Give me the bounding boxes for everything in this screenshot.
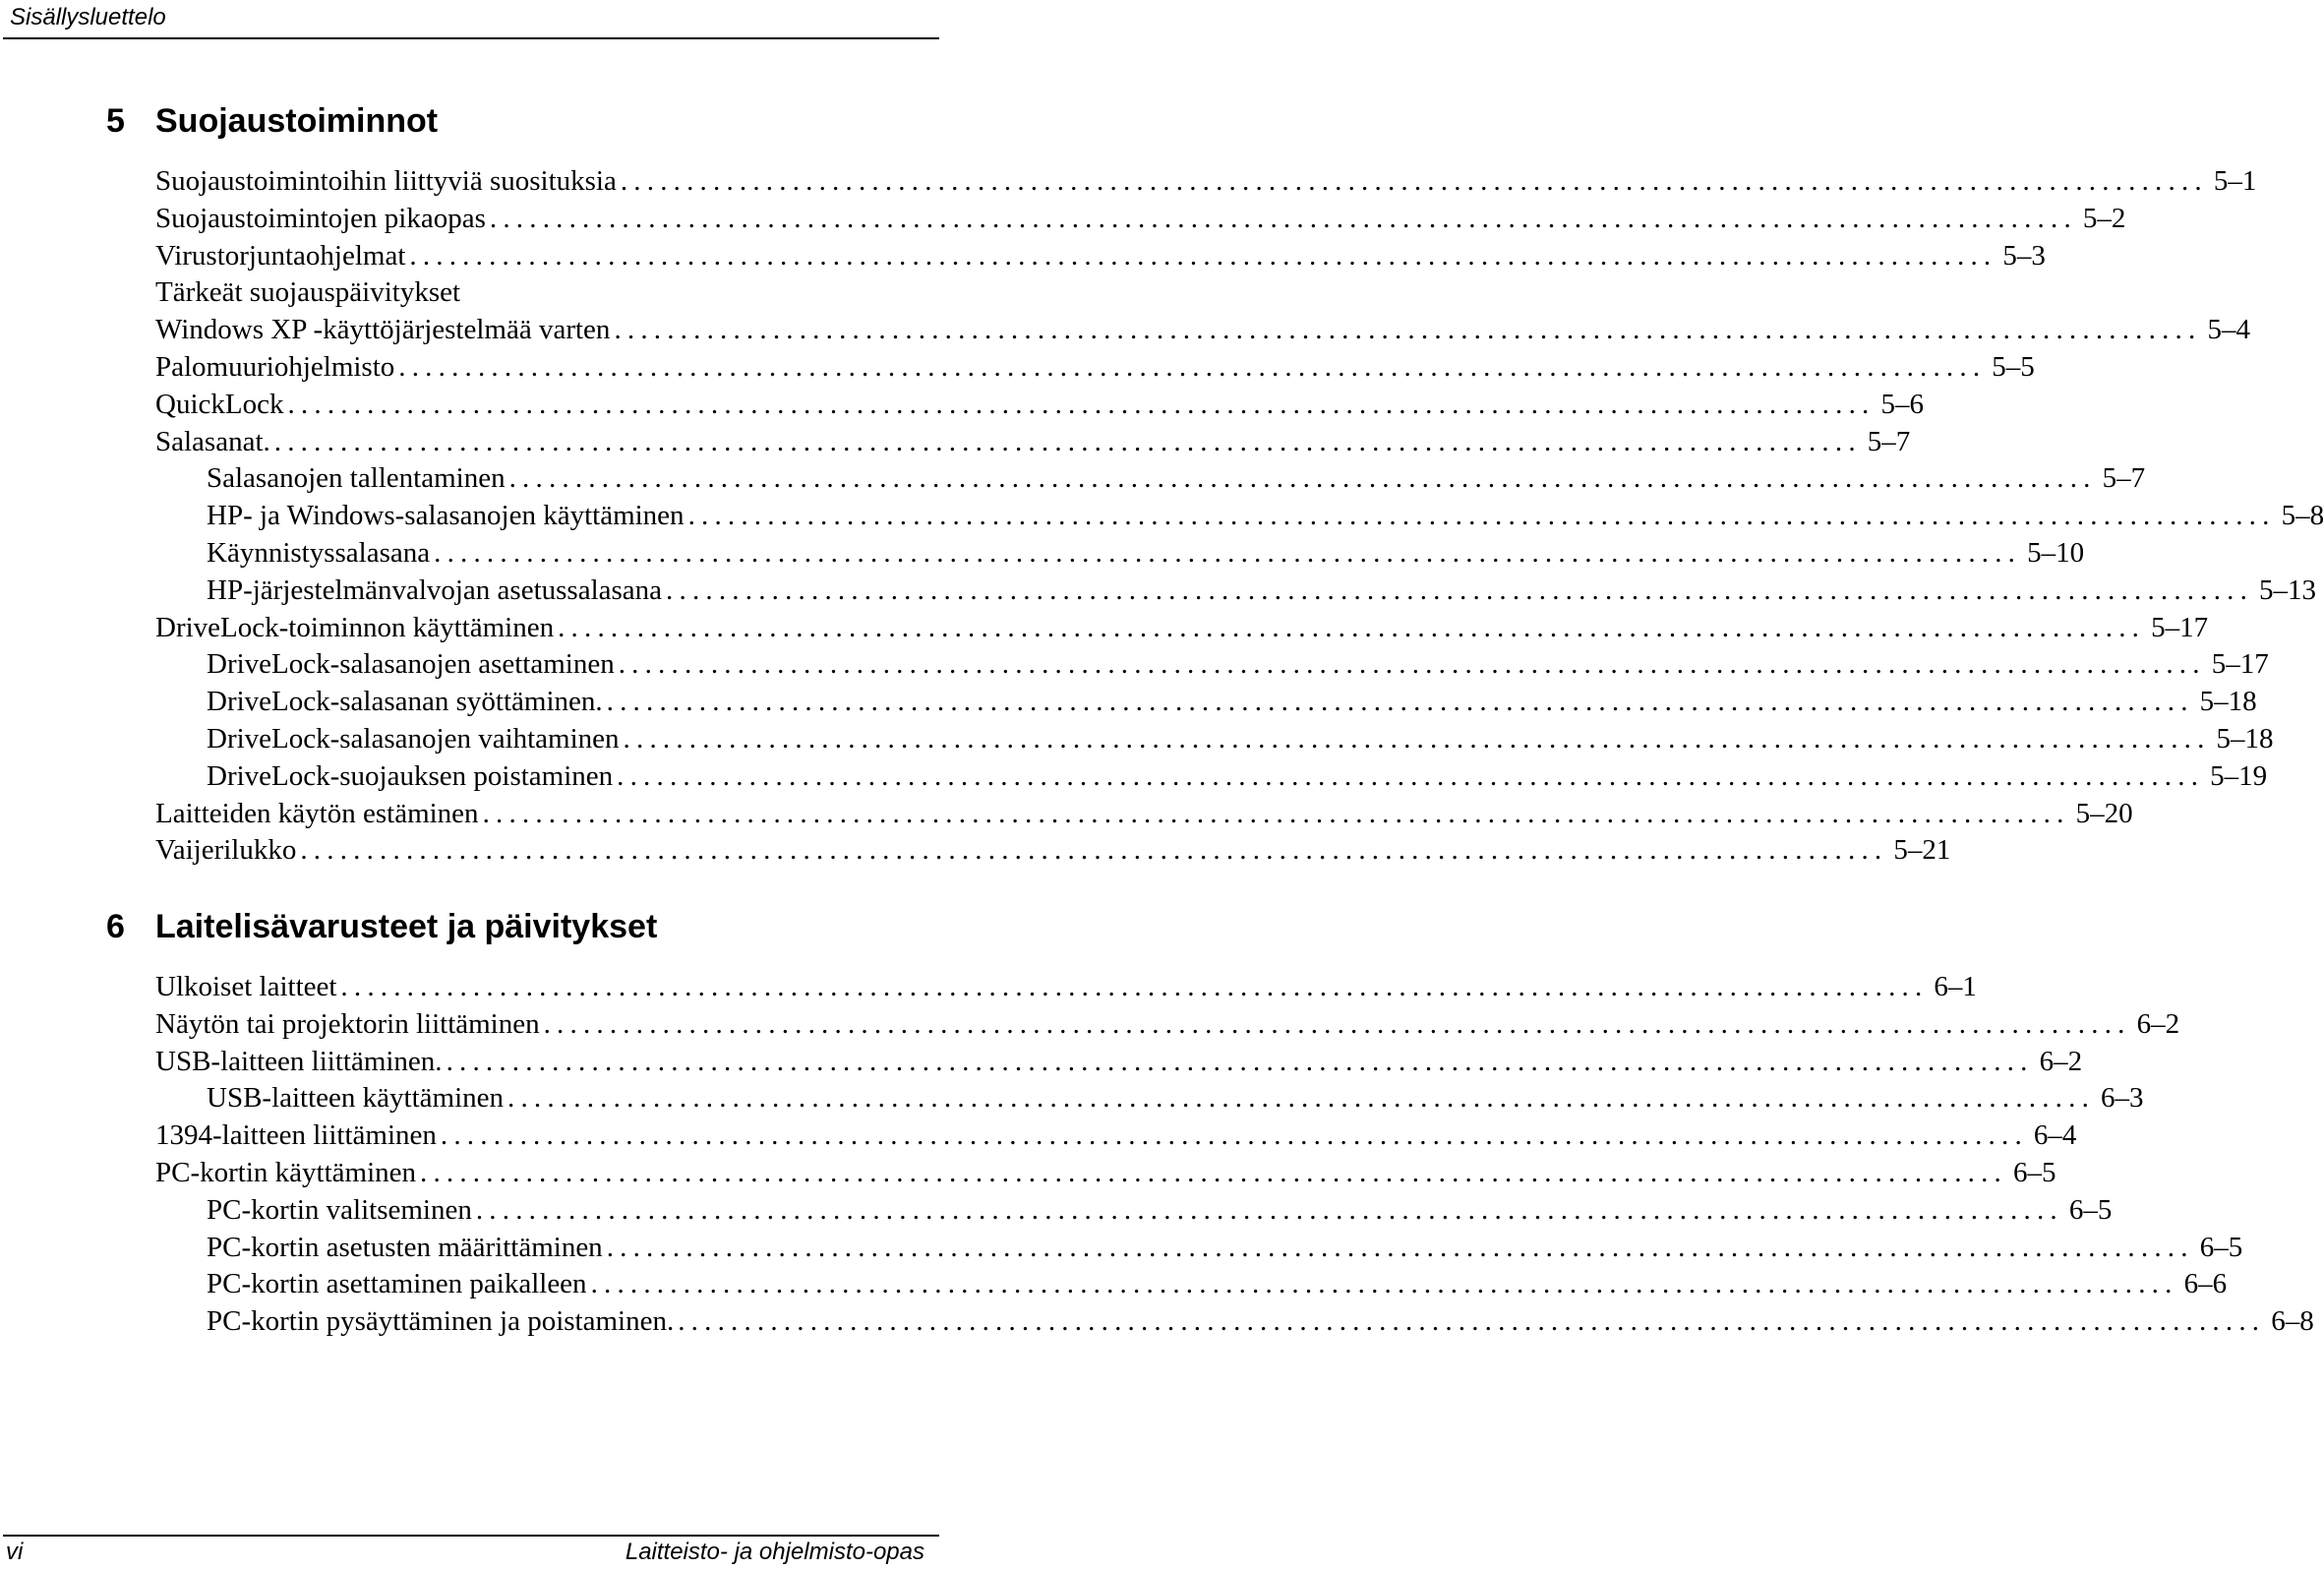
chapter-number: 5: [106, 102, 125, 140]
dot-leader: ........................................................................................................................: [558, 611, 2146, 643]
toc-entry-page: 5–8: [2281, 500, 2324, 532]
dot-leader: ........................................................................................................................: [475, 1193, 2063, 1226]
toc-list-chapter-6: [0, 969, 2314, 1341]
toc-entry-label: PC-kortin asettaminen paikalleen: [207, 1268, 587, 1300]
toc-entry[interactable]: [0, 274, 924, 312]
running-header-title: Sisällysluettelo: [10, 4, 166, 30]
toc-entry-label: Palomuuriohjelmisto: [155, 350, 395, 383]
dot-leader: ........................................................................................................................: [507, 1082, 2096, 1115]
toc-entry-label: Suojaustoimintojen pikaopas: [155, 202, 486, 234]
toc-entry-label: DriveLock-salasanojen vaihtaminen: [207, 722, 620, 755]
toc-entry-label: Näytön tai projektorin liittäminen: [155, 1007, 540, 1040]
toc-entry-label: Suojaustoimintoihin liittyviä suosituksia: [155, 165, 617, 197]
dot-leader: ........................................................................................................................: [618, 648, 2206, 681]
toc-entry-page: 6–5: [2199, 1231, 2243, 1263]
header-rule: [3, 37, 939, 39]
toc-entry[interactable]: [0, 1155, 2056, 1192]
toc-entry-label: Käynnistyssalasana: [207, 536, 431, 569]
toc-entry[interactable]: [0, 201, 2126, 238]
dot-leader: ........................................................................................................................: [398, 350, 1987, 383]
dot-leader: ........................................................................................................................: [590, 1268, 2178, 1300]
toc-entry[interactable]: [0, 498, 2324, 535]
toc-entry-label: QuickLock: [155, 388, 284, 420]
toc-entry-label: PC-kortin valitseminen: [207, 1193, 472, 1226]
toc-entry-page: 5–20: [2075, 797, 2133, 829]
toc-entry-label: HP- ja Windows-salasanojen käyttäminen: [207, 500, 685, 532]
dot-leader: ........................................................................................................................: [614, 314, 2202, 346]
toc-entry-label: PC-kortin pysäyttäminen ja poistaminen.: [207, 1305, 675, 1338]
toc-entry-label: HP-järjestelmänvalvojan asetussalasana: [207, 574, 663, 606]
toc-entry[interactable]: [0, 721, 2274, 758]
toc-entry[interactable]: [0, 832, 1951, 870]
toc-entry[interactable]: [0, 684, 2257, 721]
toc-entry[interactable]: [0, 312, 2250, 349]
toc-entry[interactable]: [0, 610, 2209, 647]
toc-entry[interactable]: [0, 1266, 2228, 1303]
toc-entry[interactable]: [0, 1080, 2144, 1117]
toc-entry-label: Vaijerilukko: [155, 834, 297, 867]
toc-entry-label: DriveLock-suojauksen poistaminen: [207, 759, 614, 792]
dot-leader: ........................................................................................................................: [606, 1231, 2194, 1263]
toc-entry[interactable]: [0, 796, 2133, 833]
toc-entry-label: Salasanat.: [155, 425, 270, 457]
dot-leader: ........................................................................................................................: [446, 1045, 2034, 1077]
toc-entry[interactable]: [0, 1044, 2083, 1081]
chapter-title: Laitelisävarusteet ja päivitykset: [155, 908, 658, 945]
toc-entry[interactable]: [0, 646, 2269, 684]
toc-entry-page: 5–19: [2210, 759, 2268, 792]
dot-leader: ........................................................................................................................: [489, 202, 2077, 234]
toc-entry[interactable]: [0, 460, 2146, 498]
toc-list-chapter-5: [0, 163, 2324, 870]
toc-entry-page: 6–2: [2136, 1007, 2180, 1040]
toc-entry[interactable]: [0, 758, 2268, 796]
toc-entry-page: 5–13: [2259, 574, 2317, 606]
toc-entry-label: USB-laitteen liittäminen.: [155, 1045, 443, 1077]
toc-entry-label: DriveLock-salasanan syöttäminen.: [207, 686, 603, 718]
toc-entry[interactable]: [0, 424, 1911, 461]
toc-entry-page: 5–10: [2027, 536, 2085, 569]
toc-entry-label: USB-laitteen käyttäminen: [207, 1082, 505, 1115]
dot-leader: ........................................................................................................................: [434, 536, 2022, 569]
dot-leader: ........................................................................................................................: [617, 759, 2205, 792]
dot-leader: ........................................................................................................................: [300, 834, 1888, 867]
toc-entry-label: 1394-laitteen liittäminen: [155, 1119, 437, 1152]
toc-entry-page: 5–6: [1880, 388, 1924, 420]
toc-entry-label: Ulkoiset laitteet: [155, 971, 337, 1002]
toc-entry-page: 6–1: [1934, 971, 1977, 1002]
dot-leader: ........................................................................................................................: [687, 500, 2276, 532]
toc-entry-page: 5–17: [2211, 648, 2269, 681]
toc-entry-page: 5–1: [2213, 165, 2257, 197]
footer-book-title: Laitteisto- ja ohjelmisto-opas: [625, 1539, 924, 1565]
dot-leader: ........................................................................................................................: [409, 239, 1997, 272]
dot-leader: ........................................................................................................................: [482, 797, 2070, 829]
dot-leader: ........................................................................................................................: [620, 165, 2208, 197]
toc-entry[interactable]: [0, 387, 1924, 424]
toc-entry-label: PC-kortin asetusten määrittäminen: [207, 1231, 603, 1263]
toc-entry-label: DriveLock-salasanojen asettaminen: [207, 648, 615, 681]
toc-entry[interactable]: [0, 238, 2046, 275]
chapter-heading-5[interactable]: [106, 101, 924, 141]
toc-entry-label: Laitteiden käytön estäminen: [155, 797, 479, 829]
toc-entry[interactable]: [0, 535, 2085, 573]
toc-entry-page: 5–4: [2207, 314, 2250, 346]
toc-entry-page: 6–3: [2101, 1082, 2144, 1115]
toc-entry-label: PC-kortin käyttäminen: [155, 1156, 416, 1188]
dot-leader: ........................................................................................................................: [606, 686, 2194, 718]
toc-entry-label: DriveLock-toiminnon käyttäminen: [155, 611, 555, 643]
footer-page-number: vi: [6, 1539, 24, 1565]
toc-entry-label: Windows XP -käyttöjärjestelmää varten: [155, 314, 611, 346]
toc-entry-page: 5–21: [1893, 834, 1951, 867]
dot-leader: ........................................................................................................................: [678, 1305, 2266, 1338]
toc-entry-label: Tärkeät suojauspäivitykset: [155, 276, 461, 309]
chapter-heading-6[interactable]: [106, 907, 924, 946]
chapter-title: Suojaustoiminnot: [155, 102, 439, 140]
toc-entry-page: 5–18: [2216, 722, 2274, 755]
toc-entry-page: 5–7: [1867, 425, 1911, 457]
toc-entry-page: 5–3: [2002, 239, 2046, 272]
dot-leader: ........................................................................................................................: [273, 425, 1862, 457]
toc-entry[interactable]: [0, 969, 1977, 1006]
toc-entry-page: 5–18: [2199, 686, 2257, 718]
dot-leader: ........................................................................................................................: [420, 1156, 2007, 1188]
toc-entry[interactable]: [0, 349, 2035, 387]
toc-entry[interactable]: [0, 1230, 2243, 1267]
dot-leader: ........................................................................................................................: [440, 1119, 2028, 1152]
toc-entry-page: 6–8: [2271, 1305, 2314, 1338]
dot-leader: ........................................................................................................................: [287, 388, 1876, 420]
dot-leader: ........................................................................................................................: [666, 574, 2254, 606]
dot-leader: ........................................................................................................................: [340, 971, 1929, 1002]
toc-entry-page: 6–2: [2039, 1045, 2083, 1077]
toc-entry-page: 5–2: [2082, 202, 2126, 234]
toc-entry[interactable]: [0, 1303, 2314, 1341]
toc-entry-page: 5–7: [2102, 462, 2146, 495]
toc-entry-page: 6–5: [2013, 1156, 2056, 1188]
toc-entry[interactable]: [0, 163, 2257, 201]
toc-entry-page: 6–6: [2183, 1268, 2228, 1300]
toc-entry[interactable]: [0, 1192, 2113, 1230]
chapter-number: 6: [106, 908, 125, 945]
dot-leader: ........................................................................................................................: [543, 1007, 2131, 1040]
toc-entry-label: Salasanojen tallentaminen: [207, 462, 506, 495]
toc-entry-page: 5–5: [1992, 350, 2035, 383]
toc-entry-label: Virustorjuntaohjelmat: [155, 239, 406, 272]
toc-entry-page: 6–4: [2033, 1119, 2077, 1152]
toc-entry[interactable]: [0, 1117, 2077, 1155]
toc-entry-page: 5–17: [2151, 611, 2209, 643]
toc-entry-page: 6–5: [2068, 1193, 2113, 1226]
toc-entry[interactable]: [0, 1006, 2180, 1044]
toc-entry[interactable]: [0, 573, 2317, 610]
dot-leader: ........................................................................................................................: [508, 462, 2097, 495]
dot-leader: ........................................................................................................................: [623, 722, 2211, 755]
